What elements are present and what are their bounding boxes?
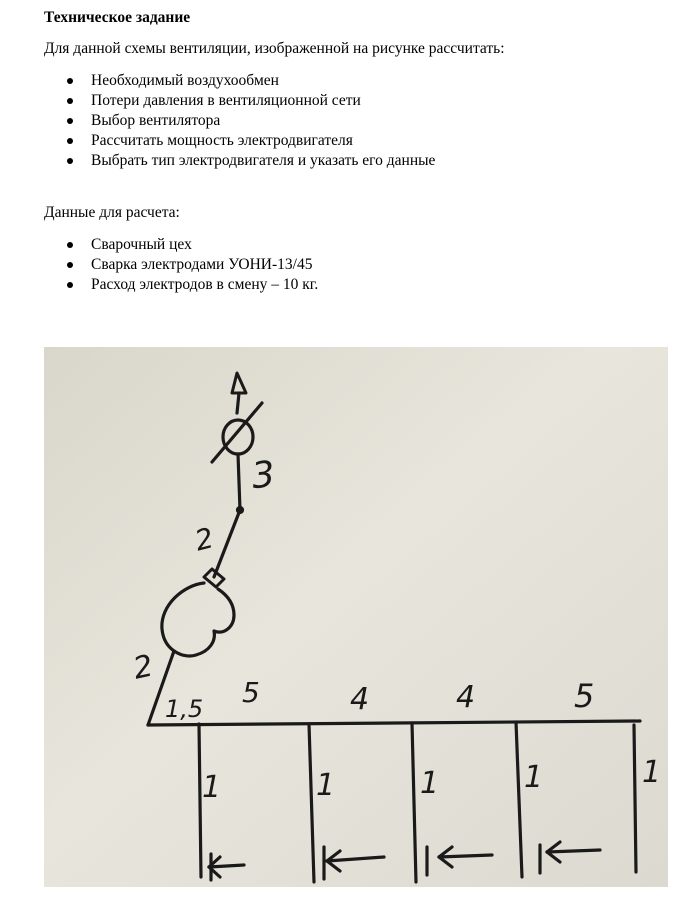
- ventilation-sketch: [44, 347, 668, 887]
- task-text: Необходимый воздухообмен: [91, 72, 279, 89]
- bullet-icon: [67, 138, 73, 144]
- data-text: Сварка электродами УОНИ-13/45: [91, 256, 313, 273]
- task-list: [44, 71, 664, 171]
- task-item: [44, 151, 664, 171]
- label-branch: 1: [420, 766, 440, 801]
- task-text: Выбрать тип электродвигателя и указать его данные: [91, 152, 436, 169]
- bullet-icon: [67, 78, 73, 84]
- label-branch: 1: [642, 755, 662, 790]
- data-item: [44, 255, 664, 275]
- data-text: Сварочный цех: [91, 236, 192, 253]
- branch-duct: [634, 725, 636, 872]
- label-branch: 1: [524, 760, 544, 795]
- label-lower-duct: 2: [130, 648, 157, 687]
- task-text: Выбор вентилятора: [91, 112, 221, 129]
- bullet-icon: [67, 282, 73, 288]
- label-upper-duct: 2: [191, 521, 217, 558]
- task-item: [44, 131, 664, 151]
- task-item: [44, 71, 664, 91]
- label-main-first: 1,5: [165, 695, 204, 723]
- label-branch: 1: [202, 770, 222, 805]
- paper-background: [44, 347, 668, 887]
- document-title: Техническое задание: [44, 9, 191, 26]
- data-heading: Данные для расчета:: [44, 204, 180, 221]
- label-main-third: 4: [350, 682, 370, 717]
- ventilation-sketch-photo: [44, 347, 668, 887]
- bullet-icon: [67, 118, 73, 124]
- data-text: Расход электродов в смену – 10 кг.: [91, 276, 319, 293]
- bullet-icon: [67, 98, 73, 104]
- label-main-second: 5: [242, 676, 260, 709]
- data-item: [44, 235, 664, 255]
- label-branch: 1: [316, 768, 336, 803]
- branch-duct: [199, 724, 201, 877]
- label-fan-section: 3: [249, 453, 277, 498]
- task-item: [44, 91, 664, 111]
- bullet-icon: [67, 262, 73, 268]
- label-main-fifth: 5: [574, 677, 595, 715]
- data-item: [44, 275, 664, 295]
- task-text: Рассчитать мощность электродвигателя: [91, 132, 353, 149]
- task-item: [44, 111, 664, 131]
- document: [44, 8, 664, 295]
- task-text: Потери давления в вентиляционной сети: [91, 92, 361, 109]
- label-main-fourth: 4: [456, 680, 476, 715]
- intro-paragraph: Для данной схемы вентиляции, изображенной на рисунке рассчитать:: [44, 40, 505, 57]
- bullet-icon: [67, 158, 73, 164]
- duct-segment-3: [238, 454, 240, 510]
- bullet-icon: [67, 242, 73, 248]
- data-list: [44, 235, 664, 295]
